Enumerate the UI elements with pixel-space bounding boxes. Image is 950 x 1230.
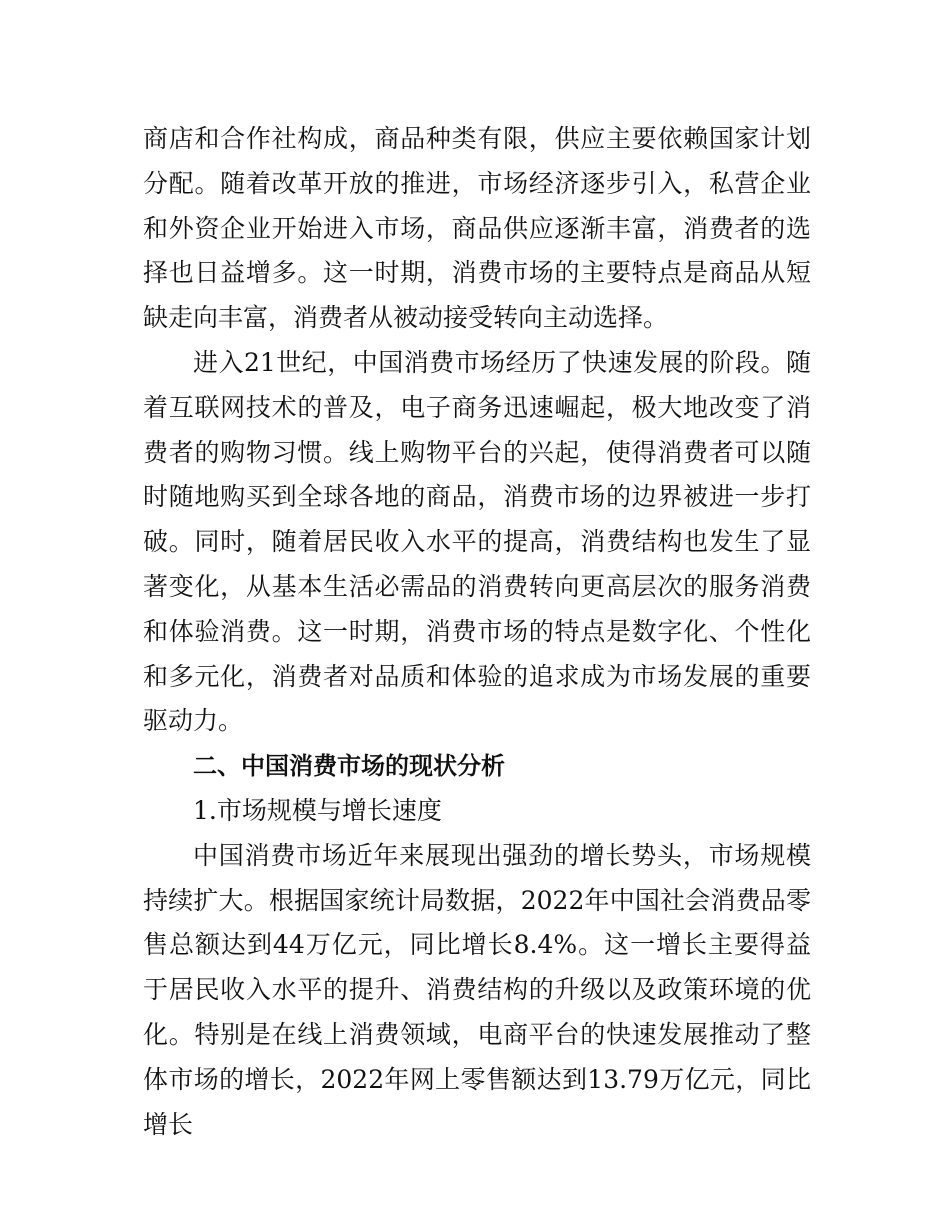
paragraph-market-scale: 中国消费市场近年来展现出强劲的增长势头，市场规模持续扩大。根据国家统计局数据，2022年中国社会消费品零售总额达到44万亿元，同比增长8.4%。这一增长主要得益于居民收入水平的提升、消费结构的升级以及政策环境的优化。特别是在线上消费领域，电商平台的快速发展推动了整体市场的增长，2022年网上零售额达到13.79万亿元，同比增长 [143,840,811,1139]
paragraph-continuation: 商店和合作社构成，商品种类有限，供应主要依赖国家计划分配。随着改革开放的推进，市场经济逐步引入，私营企业和外资企业开始进入市场，商品供应逐渐丰富，消费者的选择也日益增多。这一时期，消费市场的主要特点是商品从短缺走向丰富，消费者从被动接受转向主动选择。 [143,124,811,333]
paragraph-21st-century: 进入21世纪，中国消费市场经历了快速发展的阶段。随着互联网技术的普及，电子商务迅速崛起，极大地改变了消费者的购物习惯。线上购物平台的兴起，使得消费者可以随时随地购买到全球各地的商品，消费市场的边界被进一步打破。同时，随着居民收入水平的提高，消费结构也发生了显著变化，从基本生活必需品的消费转向更高层次的服务消费和体验消费。这一时期，消费市场的特点是数字化、个性化和多元化，消费者对品质和体验的追求成为市场发展的重要驱动力。 [143,347,811,736]
document-body [143,117,811,1147]
subsection-heading: 1.市场规模与增长速度 [193,795,442,825]
section-heading: 二、中国消费市场的现状分析 [193,752,505,781]
